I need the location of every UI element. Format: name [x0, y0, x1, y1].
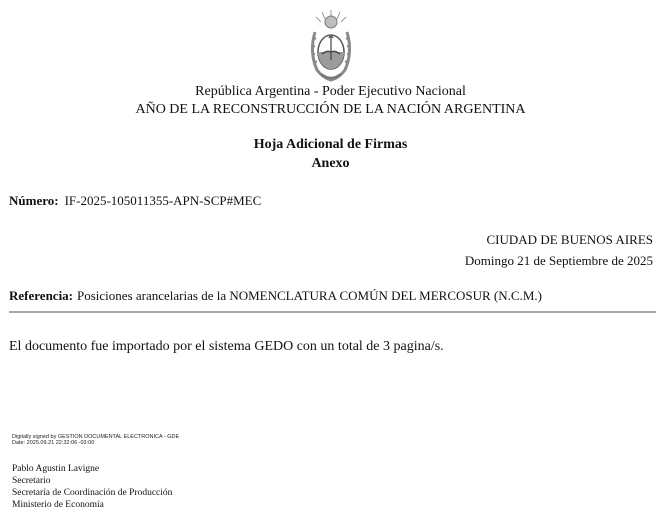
reference-label: Referencia:	[9, 288, 74, 303]
divider	[9, 311, 656, 313]
government-header: República Argentina - Poder Ejecutivo Nacional	[195, 84, 466, 99]
signer-office: Secretaría de Coordinación de Producción	[12, 488, 173, 498]
digital-signature-stamp	[12, 434, 179, 446]
reference-value: Posiciones arancelarias de la NOMENCLATURA COMÚN DEL MERCOSUR (N.C.M.)	[77, 288, 542, 303]
body-text: El documento fue importado por el sistema GEDO con un total de 3 pagina/s.	[9, 339, 444, 354]
place-date: Domingo 21 de Septiembre de 2025	[464, 253, 653, 268]
digital-signature-date: Date: 2025.09.21 22:32:06 -03:00	[12, 440, 95, 446]
document-number	[9, 193, 261, 209]
document-title: Hoja Adicional de Firmas	[253, 137, 408, 152]
document-subtitle: Anexo	[311, 156, 350, 171]
signer-role: Secretario	[12, 476, 51, 486]
place-city: CIUDAD DE BUENOS AIRES	[486, 232, 653, 247]
reference	[9, 288, 542, 304]
digital-signature-signer: Digitally signed by GESTION DOCUMENTAL ELECTRONICA - GDE	[12, 434, 180, 440]
coat-of-arms-icon	[307, 8, 355, 84]
document-number-label: Número:	[9, 193, 59, 208]
document-number-value: IF-2025-105011355-APN-SCP#MEC	[64, 193, 262, 208]
year-motto: AÑO DE LA RECONSTRUCCIÓN DE LA NACIÓN ARGENTINA	[135, 102, 526, 117]
signer-name: Pablo Agustin Lavigne	[12, 464, 100, 474]
signer-ministry: Ministerio de Economía	[12, 500, 104, 510]
